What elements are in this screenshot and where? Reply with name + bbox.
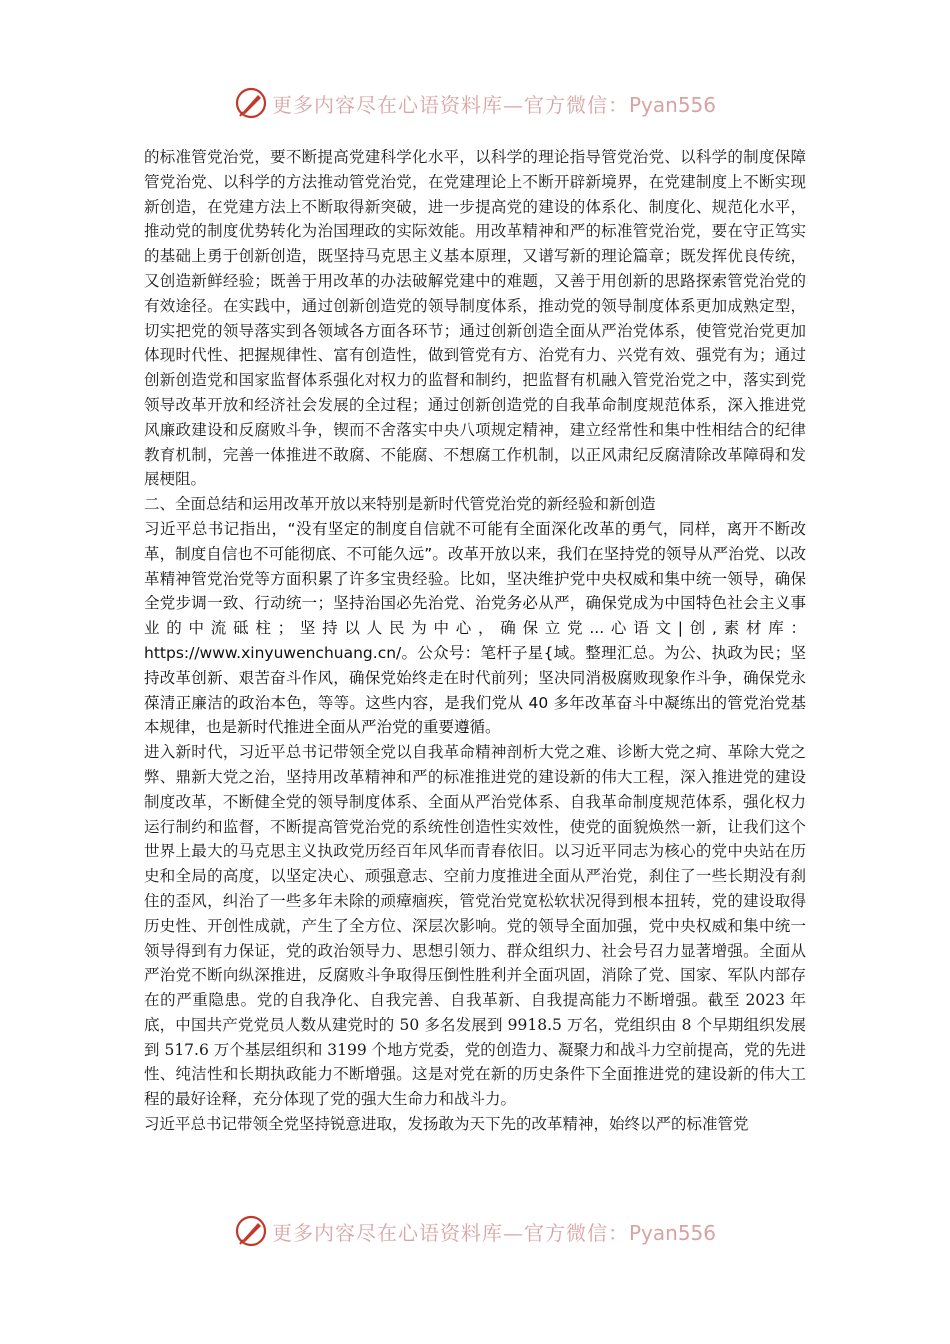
paragraph-1: 的标准管党治党，要不断提高党建科学化水平，以科学的理论指导管党治党、以科学的制度保障管党治党、以科学的方法推动管党治党，在党建理论上不断开辟新境界，在党建制度上不断实现新创造，在党建方法上不断取得新突破，进一步提高党的建设的体系化、制度化、规范化水平，推动党的制度优势转化为治国理政的实际效能。用改革精神和严的标准管党治党，要在守正笃实的基础上勇于创新创造，既坚持马克思主义基本原理，又谱写新的理论篇章；既发挥优良传统，又创造新鲜经验；既善于用改革的办法破解党建中的难题，又善于用创新的思路探索管党治党的有效途径。在实践中，通过创新创造党的领导制度体系，推动党的领导制度体系更加成熟定型，切实把党的领导落实到各领域各方面各环节；通过创新创造全面从严治党体系，使管党治党更加体现时代性、把握规律性、富有创造性，做到管党有方、治党有力、兴党有效、强党有为；通过创新创造党和国家监督体系强化对权力的监督和制约，把监督有机融入管党治党之中，落实到党领导改革开放和经济社会发展的全过程；通过创新创造党的自我革命制度规范体系，深入推进党风廉政建设和反腐败斗争，锲而不舍落实中央八项规定精神，建立经常性和集中性相结合的纪律教育机制，完善一体推进不敢腐、不能腐、不想腐工作机制，以正风肃纪反腐清除改革障碍和发展梗阻。	[144, 148, 806, 489]
paragraph-4: 习近平总书记带领全党坚持锐意进取，发扬敢为天下先的改革精神，始终以严的标准管党	[144, 1115, 749, 1134]
paragraph-3: 进入新时代，习近平总书记带领全党以自我革命精神剖析大党之难、诊断大党之疴、革除大党之弊、鼎新大党之治，坚持用改革精神和严的标准推进党的建设新的伟大工程，深入推进党的建设制度改革，不断健全党的领导制度体系、全面从严治党体系、自我革命制度规范体系，强化权力运行制约和监督，不断提高管党治党的系统性创造性实效性，使党的面貌焕然一新，让我们这个世界上最大的马克思主义执政党历经百年风华而青春依旧。以习近平同志为核心的党中央站在历史和全局的高度，以坚定决心、顽强意志、空前力度推进全面从严治党，刹住了一些长期没有刹住的歪风，纠治了一些多年未除的顽瘴痼疾，管党治党宽松软状况得到根本扭转，党的建设取得历史性、开创性成就，产生了全方位、深层次影响。党的领导全面加强，党中央权威和集中统一领导得到有力保证，党的政治领导力、思想引领力、群众组织力、社会号召力显著增强。全面从严治党不断向纵深推进，反腐败斗争取得压倒性胜利并全面巩固，消除了党、国家、军队内部存在的严重隐患。党的自我净化、自我完善、自我革新、自我提高能力不断增强。截至 2023 年底，中国共产党党员人数从建党时的 50 多名发展到 9918.5 万名，党组织由 8 个早期组织发展到 517.6 万个基层组织和 3199 个地方党委，党的创造力、凝聚力和战斗力空前提高，党的先进性、纯洁性和长期执政能力不断增强。这是对党在新的历史条件下全面推进党的建设新的伟大工程的最好诠释，充分体现了党的强大生命力和战斗力。	[144, 743, 806, 1109]
paragraph-2: 习近平总书记指出，“没有坚定的制度自信就不可能有全面深化改革的勇气，同样，离开不断改革，制度自信也不可能彻底、不可能久远”。改革开放以来，我们在坚持党的领导从严治党、以改革精神管党治党等方面积累了许多宝贵经验。比如，坚决维护党中央权威和集中统一领导，确保全党步调一致、行动统一；坚持治国必先治党、治党务必从严，确保党成为中国特色社会主义事业的中流砥柱；坚持以人民为中心，确保立党...心语文|创,素材库：https://www.xinyuwenchuang.cn/。公众号：笔杆子星{域。整理汇总。为公、执政为民；坚持改革创新、艰苦奋斗作风，确保党始终走在时代前列；坚决同消极腐败现象作斗争，确保党永葆清正廉洁的政治本色，等等。这些内容，是我们党从 40 多年改革奋斗中凝练出的管党治党基本规律，也是新时代推进全面从严治党的重要遵循。	[144, 519, 806, 737]
section-heading-2: 二、全面总结和运用改革开放以来特别是新时代管党治党的新经验和新创造	[144, 495, 656, 514]
quill-pen-logo-icon	[234, 86, 268, 120]
banner-text: 更多内容尽在心语资料库—官方微信：Pyan556	[271, 92, 716, 117]
banner-wechat-handle: Pyan556	[628, 92, 716, 117]
document-body	[144, 145, 806, 1137]
quill-pen-logo-icon	[234, 1214, 268, 1248]
footer-banner	[0, 1209, 950, 1253]
header-banner	[0, 81, 950, 125]
banner-text: 更多内容尽在心语资料库—官方微信：Pyan556	[271, 1220, 716, 1245]
banner-wechat-handle: Pyan556	[628, 1220, 716, 1245]
